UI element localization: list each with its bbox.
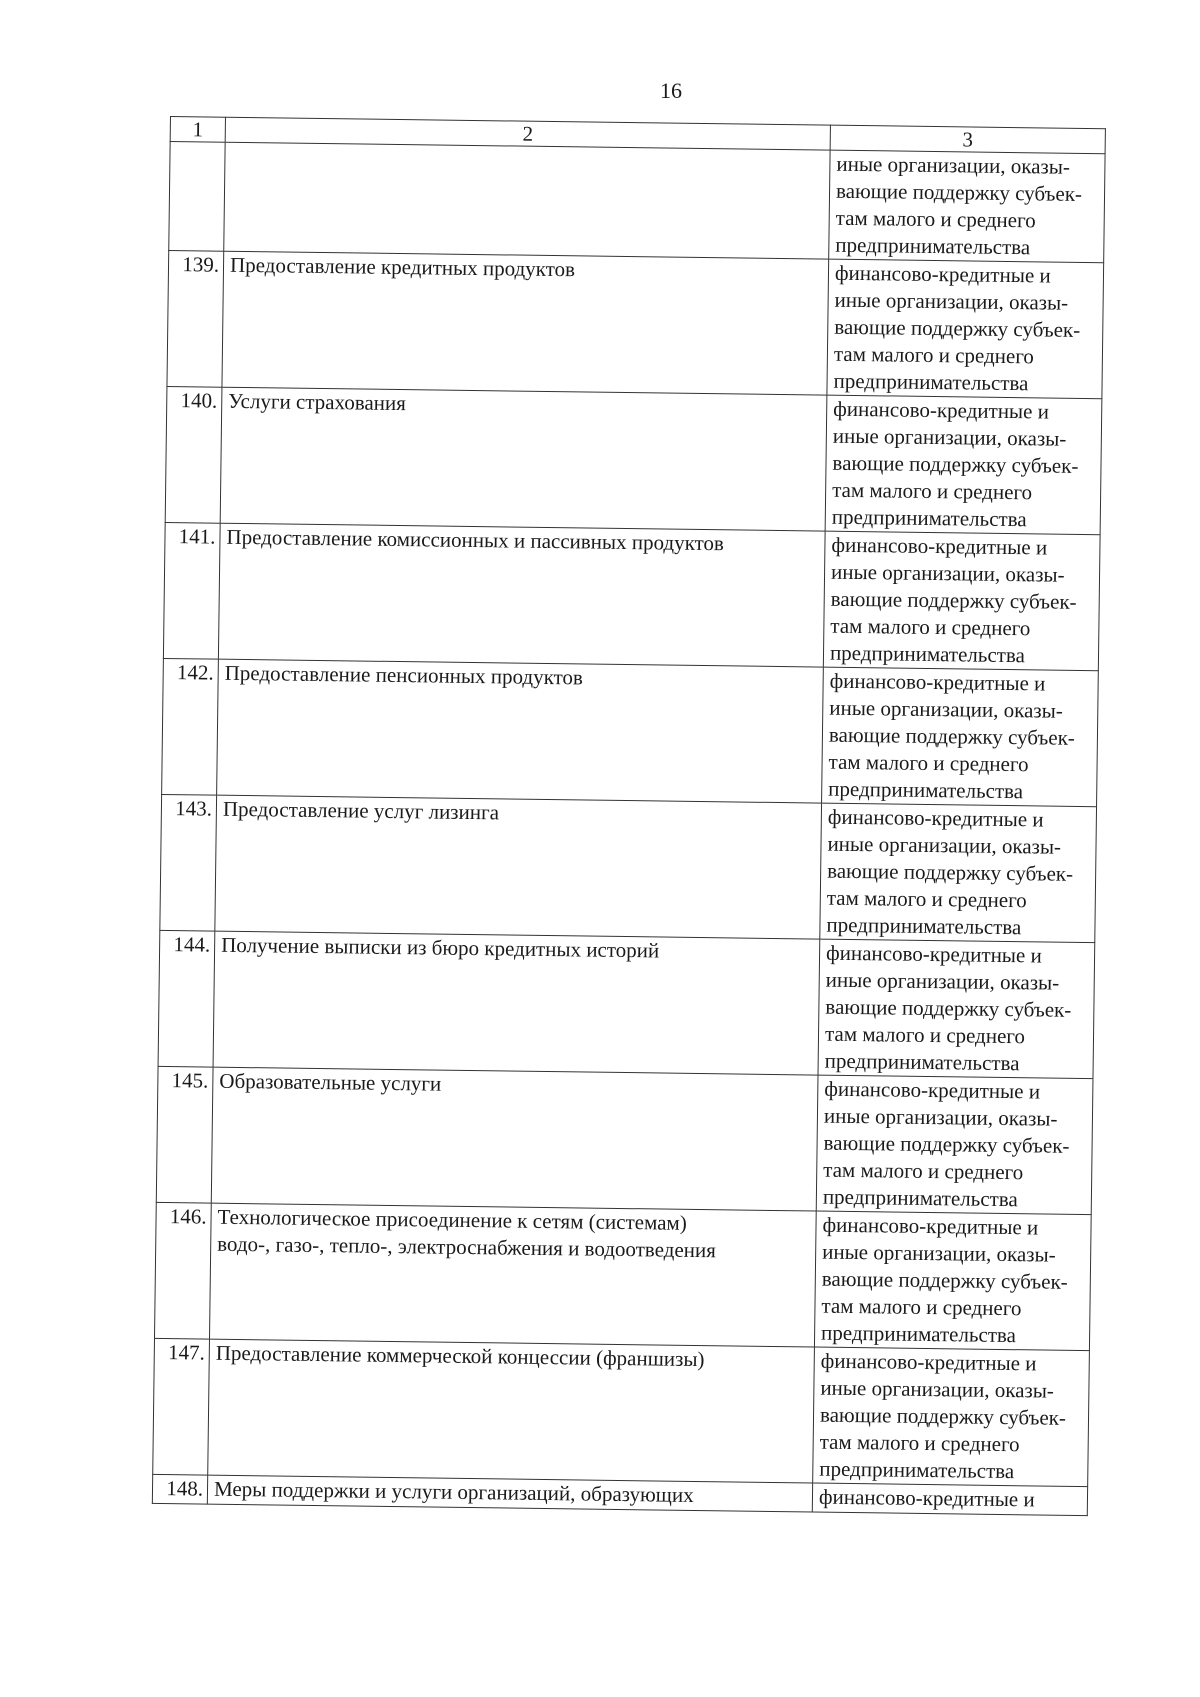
service-cell: Получение выписки из бюро кредитных историй [213, 931, 820, 1075]
row-number-cell: 143. [160, 794, 217, 931]
header-cell-1: 1 [170, 117, 225, 143]
row-number-cell: 141. [163, 522, 220, 659]
services-table-body [152, 117, 1105, 1516]
table-row [167, 250, 1104, 398]
table-row [165, 386, 1102, 534]
service-cell: Меры поддержки и услуги организаций, образующих [207, 1475, 812, 1512]
service-cell [224, 142, 830, 259]
header-cell-2: 2 [225, 117, 830, 150]
row-number-cell: 145. [156, 1066, 213, 1203]
executor-cell: финансово-кредитные и [812, 1483, 1087, 1516]
table-row [154, 1202, 1091, 1350]
table-row [163, 522, 1100, 670]
row-number-cell: 140. [165, 386, 222, 523]
services-table [152, 116, 1106, 1516]
table-row [153, 1338, 1090, 1486]
table-row [160, 794, 1097, 942]
executor-cell: финансово-кредитные и иные организации, оказы- вающие поддержку субъек- там малого и среднего предпринимательства [820, 803, 1097, 943]
page-number: 16 [660, 78, 682, 103]
executor-cell: финансово-кредитные и иные организации, оказы- вающие поддержку субъек- там малого и среднего предпринимательства [822, 667, 1099, 807]
row-number-cell: 146. [154, 1202, 211, 1339]
service-cell: Технологическое присоединение к сетям (системам) водо-, газо-, тепло-, электроснабжения и водоотведения [209, 1203, 816, 1347]
row-number-cell [169, 142, 225, 252]
header-cell-3: 3 [830, 125, 1105, 154]
row-number-cell: 144. [158, 930, 215, 1067]
executor-cell: финансово-кредитные и иные организации, оказы- вающие поддержку субъек- там малого и среднего предпринимательства [816, 1075, 1093, 1215]
row-number-cell: 147. [153, 1338, 210, 1475]
row-number-cell: 148. [152, 1474, 207, 1504]
table-row-continued [169, 142, 1105, 263]
executor-cell: финансово-кредитные и иные организации, оказы- вающие поддержку субъек- там малого и среднего предпринимательства [823, 531, 1100, 671]
service-cell: Предоставление комиссионных и пассивных продуктов [218, 523, 825, 667]
row-number-cell: 139. [167, 250, 224, 387]
service-cell: Услуги страхования [220, 387, 827, 531]
services-table-wrapper [152, 116, 1106, 1516]
table-row [158, 930, 1095, 1078]
table-row [162, 658, 1099, 806]
service-cell: Предоставление услуг лизинга [215, 795, 822, 939]
table-row [156, 1066, 1093, 1214]
executor-cell: финансово-кредитные и иные организации, оказы- вающие поддержку субъек- там малого и среднего предпринимательства [818, 939, 1095, 1079]
service-cell: Образовательные услуги [211, 1067, 818, 1211]
row-number-cell: 142. [162, 658, 219, 795]
service-cell: Предоставление кредитных продуктов [222, 251, 829, 395]
executor-cell: иные организации, оказы- вающие поддержку субъек- там малого и среднего предпринимательства [829, 150, 1105, 263]
executor-cell: финансово-кредитные и иные организации, оказы- вающие поддержку субъек- там малого и среднего предпринимательства [827, 259, 1104, 399]
service-cell: Предоставление пенсионных продуктов [217, 659, 824, 803]
executor-cell: финансово-кредитные и иные организации, оказы- вающие поддержку субъек- там малого и среднего предпринимательства [813, 1347, 1090, 1487]
service-cell: Предоставление коммерческой концессии (франшизы) [208, 1339, 815, 1483]
executor-cell: финансово-кредитные и иные организации, оказы- вающие поддержку субъек- там малого и среднего предпринимательства [825, 395, 1102, 535]
executor-cell: финансово-кредитные и иные организации, оказы- вающие поддержку субъек- там малого и среднего предпринимательства [814, 1211, 1091, 1351]
